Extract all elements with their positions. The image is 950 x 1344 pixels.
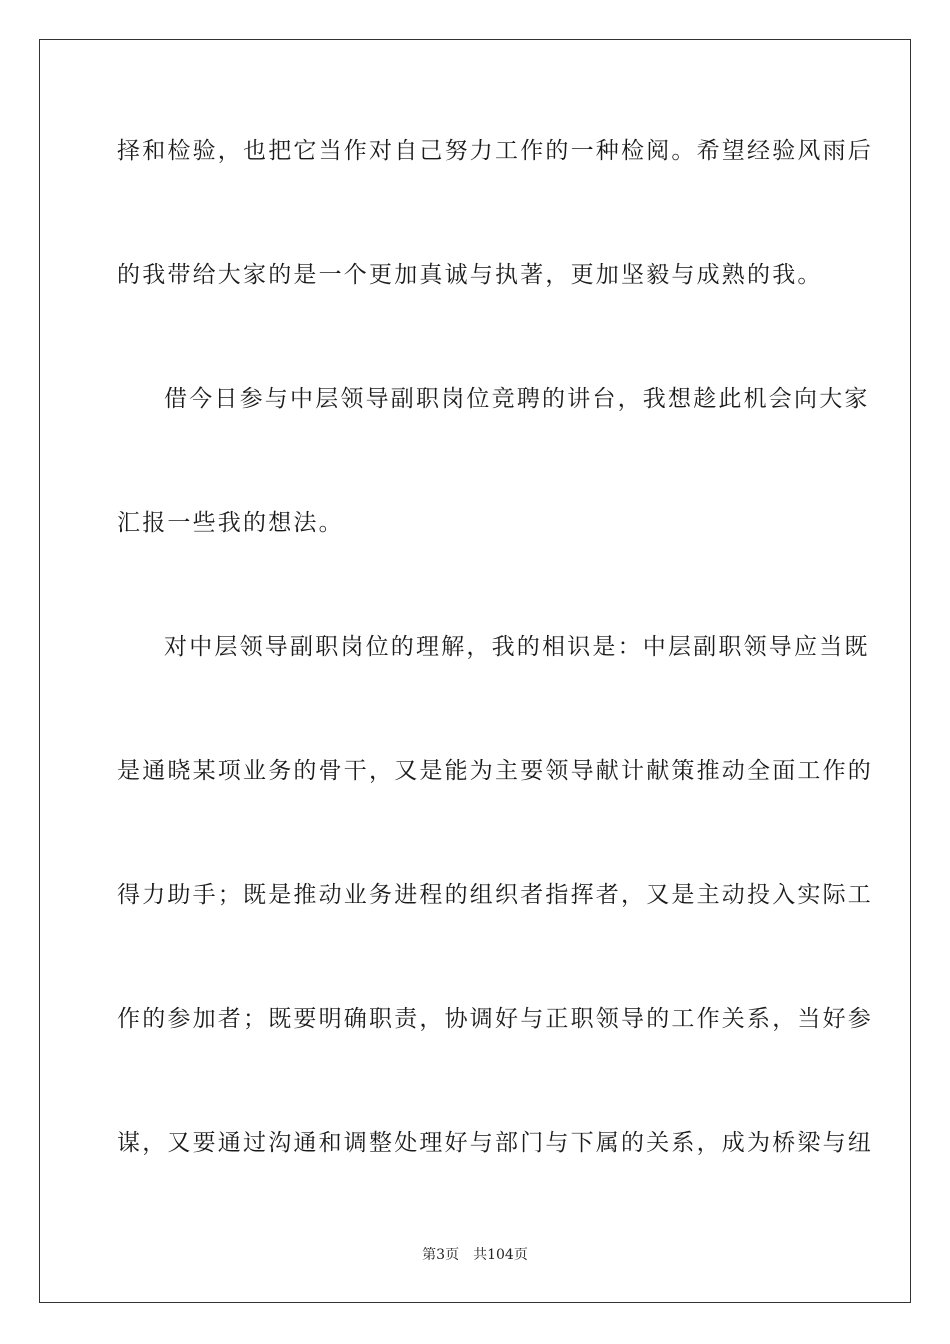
- paragraph-line: 择和检验，也把它当作对自己努力工作的一种检阅。希望经验风雨后: [117, 138, 873, 164]
- paragraph-line: 借今日参与中层领导副职岗位竞聘的讲台，我想趁此机会向大家: [164, 386, 870, 412]
- paragraph-line: 作的参加者；既要明确职责，协调好与正职领导的工作关系，当好参: [117, 1006, 873, 1032]
- page-frame: [39, 39, 911, 1303]
- paragraph-line: 的我带给大家的是一个更加真诚与执著，更加坚毅与成熟的我。: [117, 262, 823, 288]
- current-page-number: 第3页: [422, 1247, 460, 1263]
- total-page-count: 共104页: [473, 1247, 528, 1263]
- paragraph-line: 得力助手；既是推动业务进程的组织者指挥者，又是主动投入实际工: [117, 882, 873, 908]
- paragraph-line: 汇报一些我的想法。: [117, 510, 344, 536]
- page-footer: [0, 1246, 950, 1264]
- paragraph-line: 对中层领导副职岗位的理解，我的相识是：中层副职领导应当既: [164, 634, 870, 660]
- paragraph-line: 谋，又要通过沟通和调整处理好与部门与下属的关系，成为桥梁与纽: [117, 1130, 873, 1156]
- paragraph-line: 是通晓某项业务的骨干，又是能为主要领导献计献策推动全面工作的: [117, 758, 873, 784]
